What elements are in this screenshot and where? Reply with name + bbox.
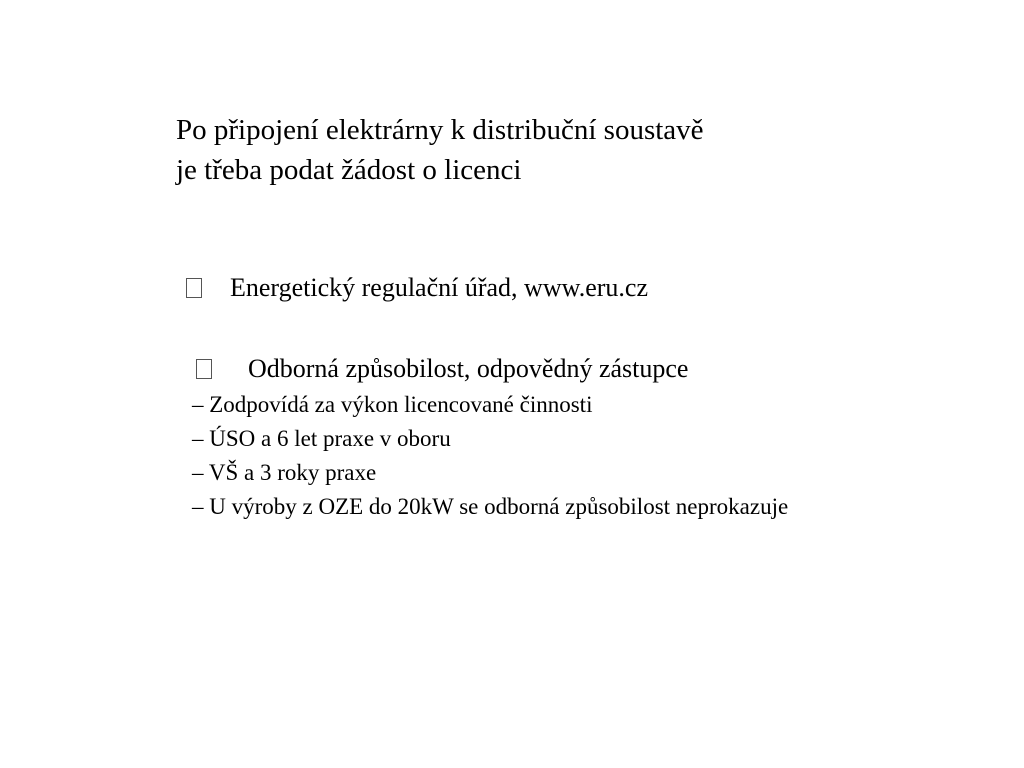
sublist-item: – VŠ a 3 roky praxe [192, 460, 377, 485]
title-line-2: je třeba podat žádost o licenci [176, 154, 522, 186]
sublist-item: – ÚSO a 6 let praxe v oboru [192, 426, 451, 451]
sublist-item: – Zodpovídá za výkon licencované činnosti [192, 392, 593, 417]
bullet-text: Odborná způsobilost, odpovědný zástupce [248, 354, 689, 383]
bullet-text: Energetický regulační úřad, www.eru.cz [230, 273, 648, 302]
title-line-1: Po připojení elektrárny k distribuční soustavě [176, 114, 704, 146]
bullet-item-regulator [186, 270, 648, 306]
slide-title [176, 110, 896, 190]
sublist-item: – U výroby z OZE do 20kW se odborná způsobilost neprokazuje [192, 494, 789, 519]
bullet-item-competence [196, 351, 688, 387]
bullet-marker-icon [186, 278, 202, 298]
bullet-marker-icon [196, 359, 212, 379]
competence-sublist [192, 388, 832, 524]
